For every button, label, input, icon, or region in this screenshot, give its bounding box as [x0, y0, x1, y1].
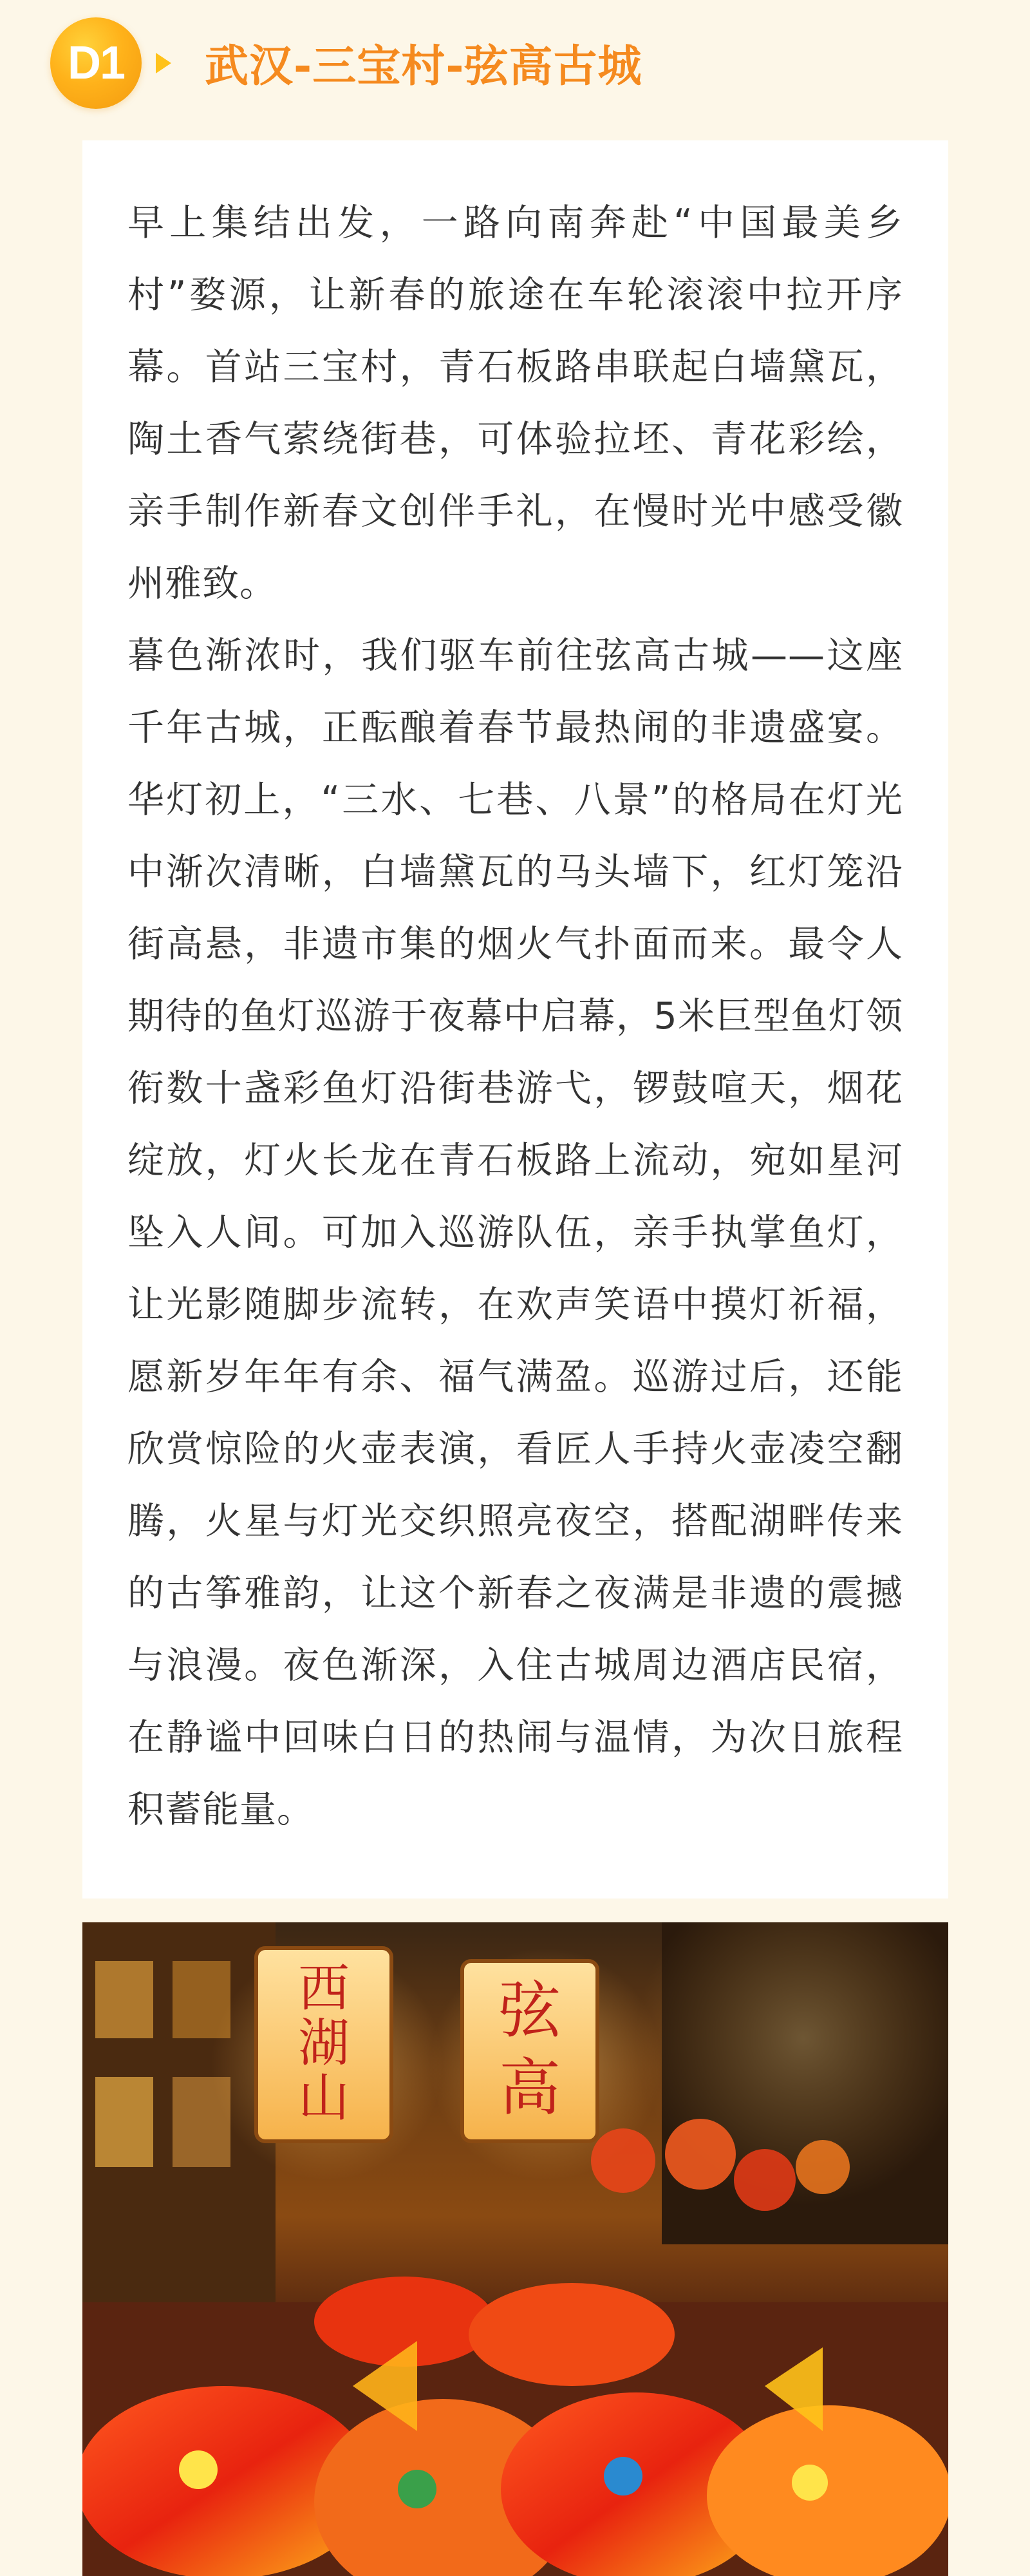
- day-header: [50, 16, 642, 109]
- fish-lantern-parade-photo: [82, 1922, 948, 2576]
- lantern-right-char-1: 弦: [499, 1975, 561, 2047]
- paragraph-morning: 早上集结出发，一路向南奔赴“中国最美乡村”婺源，让新春的旅途在车轮滚滚中拉开序幕。首站三宝村，青石板路串联起白墙黛瓦，陶土香气萦绕街巷，可体验拉坯、青花彩绘，亲手制作新春文创伴手礼，在慢时光中感受徽州雅致。: [127, 202, 903, 605]
- play-arrow-icon: [156, 53, 171, 73]
- lantern-left-char-2: 湖: [298, 2013, 350, 2073]
- paragraph-evening: 暮色渐浓时，我们驱车前往弦高古城——这座千年古城，正酝酿着春节最热闹的非遗盛宴。华灯初上，“三水、七巷、八景”的格局在灯光中渐次清晰，白墙黛瓦的马头墙下，红灯笼沿街高悬，非遗市集的烟火气扑面而来。最令人期待的鱼灯巡游于夜幕中启幕，5米巨型鱼灯领衔数十盏彩鱼灯沿街巷游弋，锣鼓喧天，烟花绽放，灯火长龙在青石板路上流动，宛如星河坠入人间。可加入巡游队伍，亲手执掌鱼灯，让光影随脚步流转，在欢声笑语中摸灯祈福，愿新岁年年有余、福气满盈。巡游过后，还能欣赏惊险的火壶表演，看匠人手持火壶凌空翻腾，火星与灯光交织照亮夜空，搭配湖畔传来的古筝雅韵，让这个新春之夜满是非遗的震撼与浪漫。夜色渐深，入住古城周边酒店民宿，在静谧中回味白日的热闹与温情，为次日旅程积蓄能量。: [127, 634, 903, 1831]
- lantern-left-char-3: 山: [298, 2068, 350, 2128]
- lantern-right-char-2: 高: [499, 2052, 561, 2124]
- day-title: 武汉-三宝村-弦高古城: [205, 41, 642, 92]
- day-badge: D1: [50, 17, 142, 109]
- hanging-lantern-right: [462, 1961, 597, 2141]
- lantern-left-char-1: 西: [298, 1958, 350, 2018]
- hanging-lantern-left: [256, 1948, 391, 2141]
- itinerary-text-card: [82, 140, 948, 1899]
